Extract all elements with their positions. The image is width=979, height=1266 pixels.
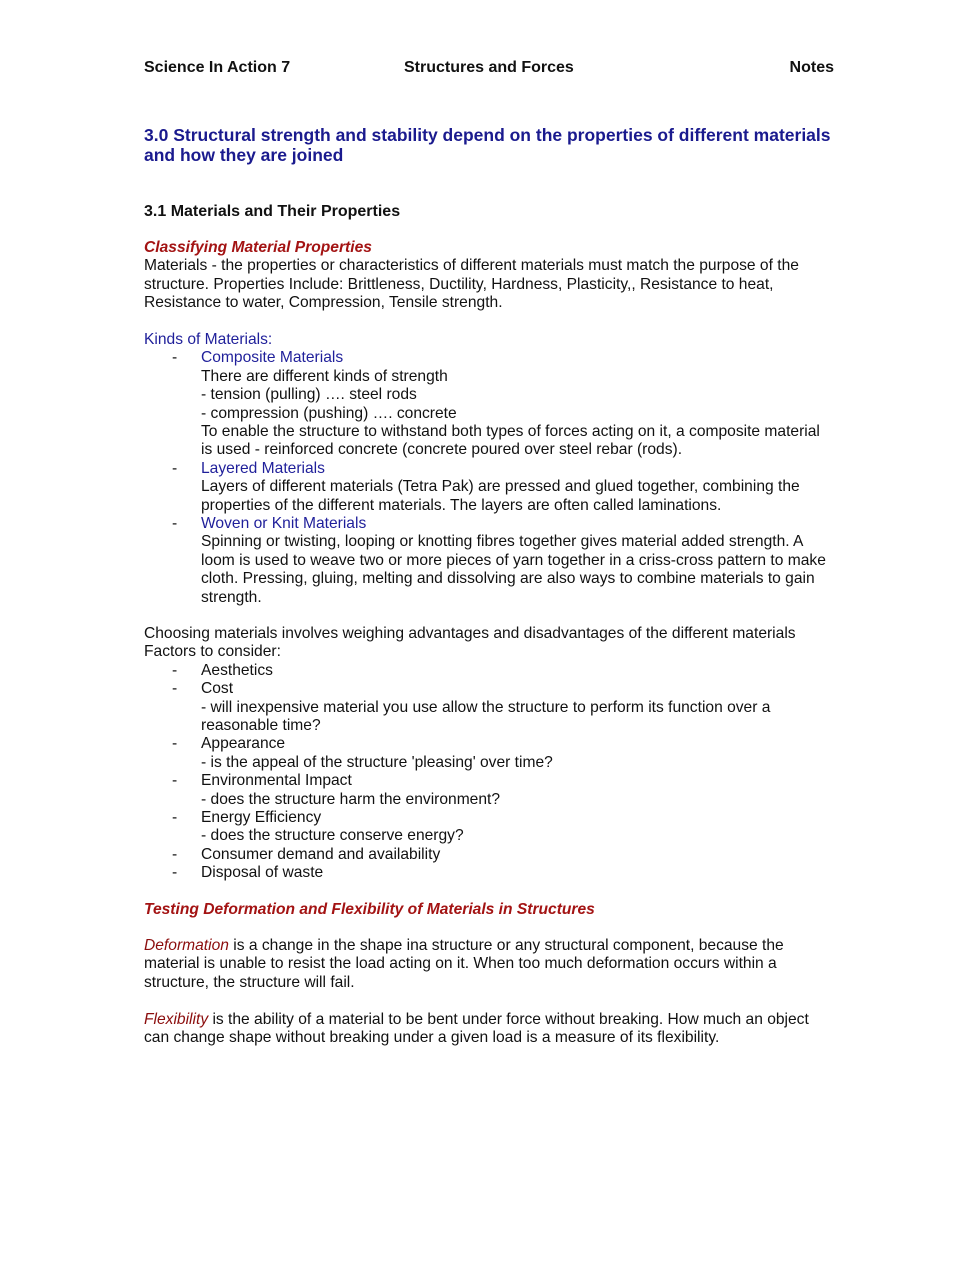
list-item (144, 460, 834, 478)
dash-bullet: - (172, 735, 178, 753)
dash-bullet: - (172, 772, 178, 790)
page-header (144, 58, 834, 78)
page-title: 3.0 Structural strength and stability depend on the properties of different materials and how they are joined (144, 125, 831, 165)
kind-text: - tension (pulling) …. steel rods (201, 386, 417, 404)
kind-text: - compression (pushing) …. concrete (201, 404, 457, 422)
dash-bullet: - (172, 661, 178, 679)
list-item (144, 349, 834, 367)
kind-label: Layered Materials (201, 459, 325, 477)
factor-label: Environmental Impact (201, 772, 352, 790)
header-course: Science In Action 7 (144, 59, 291, 76)
choosing-section (144, 625, 834, 883)
factor-item (144, 662, 834, 680)
factor-note: - does the structure harm the environment? (201, 790, 501, 808)
factor-label: Appearance (201, 735, 286, 753)
header-notes: Notes (789, 59, 834, 76)
factor-label: Energy Efficiency (201, 809, 322, 827)
classifying-section (144, 239, 834, 313)
flexibility-term: Flexibility (144, 1011, 209, 1028)
dash-bullet: - (172, 515, 178, 533)
factors-label: Factors to consider: (144, 643, 281, 661)
factor-item (144, 772, 834, 790)
choosing-intro: Choosing materials involves weighing advantages and disadvantages of the different materials (144, 625, 796, 642)
kind-text: Layers of different materials (Tetra Pak) are pressed and glued together, combining the properties of the different materials. The layers are often called laminations. (201, 478, 800, 514)
factor-item (144, 735, 834, 753)
classifying-text: Materials - the properties or characteristics of different materials must match the purpose of the structure. Properties Include: Brittleness, Ductility, Hardness, Plasticity,, Resistance to heat, Resistance to water, Compression, Tensile strength. (144, 257, 799, 312)
section-heading: 3.1 Materials and Their Properties (144, 203, 401, 220)
header-unit: Structures and Forces (404, 59, 574, 76)
list-item (144, 515, 834, 533)
dash-bullet: - (172, 845, 178, 863)
flexibility-paragraph (144, 1011, 834, 1048)
factor-note: - does the structure conserve energy? (201, 827, 464, 845)
classifying-heading: Classifying Material Properties (144, 239, 372, 256)
testing-section (144, 901, 834, 919)
kind-text: There are different kinds of strength (201, 367, 448, 385)
kind-label: Composite Materials (201, 349, 344, 367)
factor-item (144, 680, 834, 698)
kind-text: To enable the structure to withstand both types of forces acting on it, a composite material is used - reinforced concrete (concrete poured over steel rebar (rods). (201, 423, 820, 459)
dash-bullet: - (172, 459, 178, 477)
dash-bullet: - (172, 864, 178, 882)
deformation-paragraph (144, 937, 834, 992)
factor-label: Disposal of waste (201, 864, 324, 882)
testing-heading: Testing Deformation and Flexibility of Materials in Structures (144, 901, 595, 918)
factor-note: - will inexpensive material you use allow the structure to perform its function over a reasonable time? (201, 698, 771, 735)
factor-label: Cost (201, 680, 234, 698)
factor-item (144, 809, 834, 827)
kind-text: Spinning or twisting, looping or knotting fibres together gives material added strength. A loom is used to weave two or more pieces of yarn together in a criss-cross pattern to make cloth. Pressing, gluing, melting and dissolving are also ways to combine materials to gain strength. (201, 533, 826, 606)
dash-bullet: - (172, 809, 178, 827)
flexibility-text: is the ability of a material to be bent under force without breaking. How much an object can change shape without breaking under a given load is a measure of its flexibility. (144, 1011, 809, 1047)
deformation-term: Deformation (144, 937, 229, 954)
dash-bullet: - (172, 680, 178, 698)
factor-item (144, 864, 834, 882)
factor-item (144, 846, 834, 864)
factor-note: - is the appeal of the structure 'pleasing' over time? (201, 753, 553, 771)
deformation-text: is a change in the shape ina structure or any structural component, because the material is unable to resist the load acting on it. When too much deformation occurs within a structure, the structure will fail. (144, 937, 784, 991)
factor-label: Consumer demand and availability (201, 845, 441, 863)
dash-bullet: - (172, 349, 178, 367)
kinds-section (144, 331, 834, 607)
kind-label: Woven or Knit Materials (201, 515, 367, 533)
kinds-heading: Kinds of Materials: (144, 331, 273, 348)
factor-label: Aesthetics (201, 661, 273, 679)
